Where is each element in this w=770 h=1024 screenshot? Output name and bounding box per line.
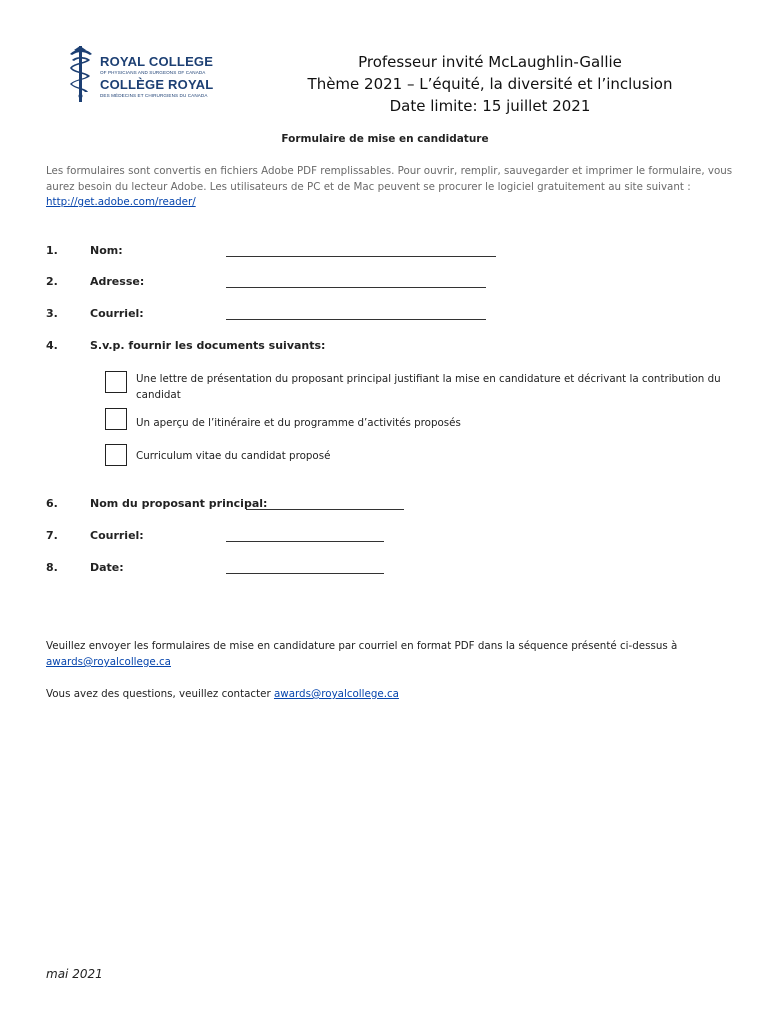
deadline-date: 15 juillet 2021 [482,97,591,115]
field-number: 2. [46,275,58,288]
submission-instructions [46,638,736,670]
logo-text-french: COLLÈGE ROYAL [100,77,214,92]
awards-email-link[interactable]: awards@royalcollege.ca [46,656,171,668]
title-professorship: Professeur invité McLaughlin-Gallie [358,53,622,71]
awards-email-link-questions[interactable]: awards@royalcollege.ca [273,688,399,700]
document-label: Curriculum vitae du candidat proposé [136,450,331,462]
field-number: 6. [46,497,58,510]
title-block [300,51,680,117]
questions-line [46,686,736,702]
field-label: Courriel: [90,307,144,320]
document-label: Un aperçu de l’itinéraire et du programme d’activités proposés [136,417,461,429]
intro-text: Les formulaires sont convertis en fichiers Adobe PDF remplissables. Pour ouvrir, remplir, sauvegarder et imprimer le formulaire, vous aurez besoin du lecteur Adobe. Les utilisateurs de PC et de Mac peuvent se procurer le logiciel gratuitement au site suivant : [46,165,733,193]
field-label: Adresse: [90,275,145,288]
checkbox-cv[interactable] [105,444,127,466]
field-number: 1. [46,244,58,257]
form-heading: Formulaire de mise en candidature [281,133,489,145]
courriel-input-line[interactable] [226,319,486,320]
field-number: 7. [46,529,58,542]
logo-subtext-french: DES MÉDECINS ET CHIRURGIENS DU CANADA [100,93,208,98]
field-label: Date: [90,561,124,574]
field-label: Nom du proposant principal: [90,497,268,510]
nom-input-line[interactable] [226,256,496,257]
date-input-line[interactable] [226,573,384,574]
title-theme: Thème 2021 – L’équité, la diversité et l’inclusion [307,75,673,93]
adobe-reader-link[interactable]: http://get.adobe.com/reader/ [46,196,196,208]
adresse-input-line[interactable] [226,287,486,288]
deadline-label: Date limite: [389,97,483,115]
courriel-proposant-input-line[interactable] [226,541,384,542]
title-deadline [300,95,680,117]
proposant-input-line[interactable] [246,509,404,510]
logo-subtext-english: OF PHYSICIANS AND SURGEONS OF CANADA [100,70,206,75]
checkbox-letter[interactable] [105,371,127,393]
questions-text: Vous avez des questions, veuillez contacter [46,688,274,700]
logo-text-english: ROYAL COLLEGE [100,54,214,69]
caduceus-icon [66,44,96,104]
field-number: 8. [46,561,58,574]
field-label: Courriel: [90,529,144,542]
submission-text: Veuillez envoyer les formulaires de mise en candidature par courriel en format PDF dans la séquence présenté ci-dessus à [46,640,678,652]
document-date: mai 2021 [46,967,103,981]
royal-college-logo [66,44,226,104]
field-number: 4. [46,339,58,352]
document-label: Une lettre de présentation du proposant principal justifiant la mise en candidature et décrivant la contribution du candidat [136,373,721,401]
checkbox-itinerary[interactable] [105,408,127,430]
intro-paragraph [46,164,736,211]
field-label: Nom: [90,244,123,257]
field-label: S.v.p. fournir les documents suivants: [90,339,326,352]
field-number: 3. [46,307,58,320]
